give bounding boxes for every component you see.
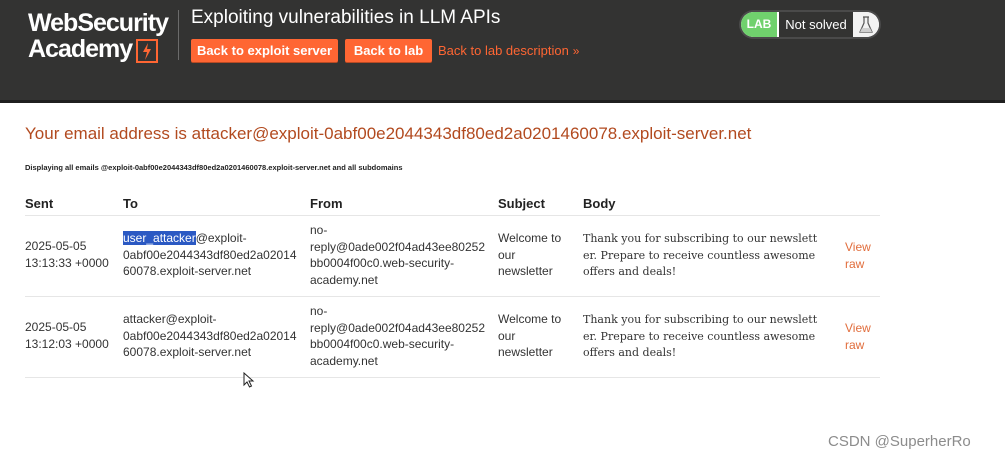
to-line3: 60078.exploit-server.net	[123, 345, 252, 359]
body-line3: offers and deals!	[583, 265, 677, 278]
view-raw-link[interactable]	[845, 239, 871, 272]
column-header-subject: Subject	[498, 196, 545, 211]
header-divider	[178, 10, 179, 60]
column-header-to: To	[123, 196, 138, 211]
subject-line1: Welcome to	[498, 231, 562, 245]
from-line1: no-	[310, 304, 328, 318]
column-header-sent: Sent	[25, 196, 54, 211]
view-raw-line2: raw	[845, 337, 865, 352]
body-line2: er. Prepare to receive countless awesome	[583, 329, 816, 343]
sent-date: 2025-05-05	[25, 320, 87, 334]
lab-status-widget	[741, 12, 879, 37]
watermark-text: CSDN @SuperherRo	[828, 433, 971, 450]
sent-cell	[25, 238, 109, 271]
web-security-academy-logo[interactable]	[28, 10, 168, 66]
from-line3: bb0004f00c0.web-security-	[310, 256, 455, 270]
from-line2: reply@0ade002f04ad43ee80252	[310, 239, 486, 254]
displaying-emails-note: Displaying all emails @exploit-0abf00e2044343df80ed2a0201460078.exploit-server.net and all subdomains	[25, 163, 403, 172]
email-address-heading: Your email address is attacker@exploit-0abf00e2044343df80ed2a0201460078.exploit-server.net	[25, 124, 752, 143]
from-line2: reply@0ade002f04ad43ee80252	[310, 320, 486, 335]
column-header-body: Body	[583, 196, 616, 211]
to-line3: 60078.exploit-server.net	[123, 264, 252, 278]
mouse-cursor-icon	[243, 372, 255, 388]
sent-time: 13:13:33 +0000	[25, 255, 109, 270]
body-cell	[583, 312, 817, 362]
to-cell	[123, 230, 297, 280]
to-line1: @exploit-	[195, 231, 247, 245]
to-line1: attacker@exploit-	[123, 312, 217, 326]
column-header-from: From	[310, 196, 343, 211]
view-raw-line1: View	[845, 240, 871, 254]
subject-line3: newsletter	[498, 345, 553, 359]
double-chevron-right-icon: »	[572, 44, 580, 58]
flask-icon	[853, 12, 879, 37]
table-rule	[25, 296, 880, 297]
subject-cell	[498, 230, 561, 280]
view-raw-line1: View	[845, 321, 871, 335]
subject-line2: our	[498, 247, 516, 262]
from-line3: bb0004f00c0.web-security-	[310, 337, 455, 351]
view-raw-link[interactable]	[845, 320, 871, 353]
from-line4: academy.net	[310, 353, 378, 368]
subject-line3: newsletter	[498, 264, 553, 278]
selected-text-highlight[interactable]: user_attacker	[123, 231, 196, 245]
from-cell	[310, 303, 485, 369]
to-line2: 0abf00e2044343df80ed2a02014	[123, 328, 297, 343]
sent-date: 2025-05-05	[25, 239, 87, 253]
table-rule	[25, 215, 880, 216]
sent-time: 13:12:03 +0000	[25, 336, 109, 351]
back-to-lab-button[interactable]: Back to lab	[345, 39, 432, 62]
subject-line1: Welcome to	[498, 312, 562, 326]
lab-title: Exploiting vulnerabilities in LLM APIs	[191, 7, 501, 28]
lab-badge: LAB	[741, 12, 779, 37]
back-to-exploit-server-button[interactable]: Back to exploit server	[191, 39, 338, 62]
body-line1: Thank you for subscribing to our newslett	[583, 313, 818, 326]
lightning-icon	[136, 39, 158, 63]
body-line2: er. Prepare to receive countless awesome	[583, 248, 816, 262]
from-cell	[310, 222, 485, 288]
body-line1: Thank you for subscribing to our newslett	[583, 232, 818, 245]
logo-text-line2: Academy	[28, 35, 133, 63]
subject-cell	[498, 311, 561, 361]
body-line3: offers and deals!	[583, 346, 677, 359]
logo-text-line1: WebSecurity	[28, 9, 168, 37]
to-cell	[123, 311, 297, 361]
sent-cell	[25, 319, 109, 352]
table-rule	[25, 377, 880, 378]
from-line1: no-	[310, 223, 328, 237]
view-raw-line2: raw	[845, 256, 865, 271]
back-to-lab-description-link[interactable]	[438, 43, 579, 58]
from-line4: academy.net	[310, 272, 378, 287]
top-header	[0, 0, 1005, 103]
body-cell	[583, 231, 817, 281]
back-to-lab-description-label: Back to lab description	[438, 43, 569, 58]
to-line2: 0abf00e2044343df80ed2a02014	[123, 247, 297, 262]
subject-line2: our	[498, 328, 516, 343]
lab-status-text: Not solved	[779, 12, 853, 37]
